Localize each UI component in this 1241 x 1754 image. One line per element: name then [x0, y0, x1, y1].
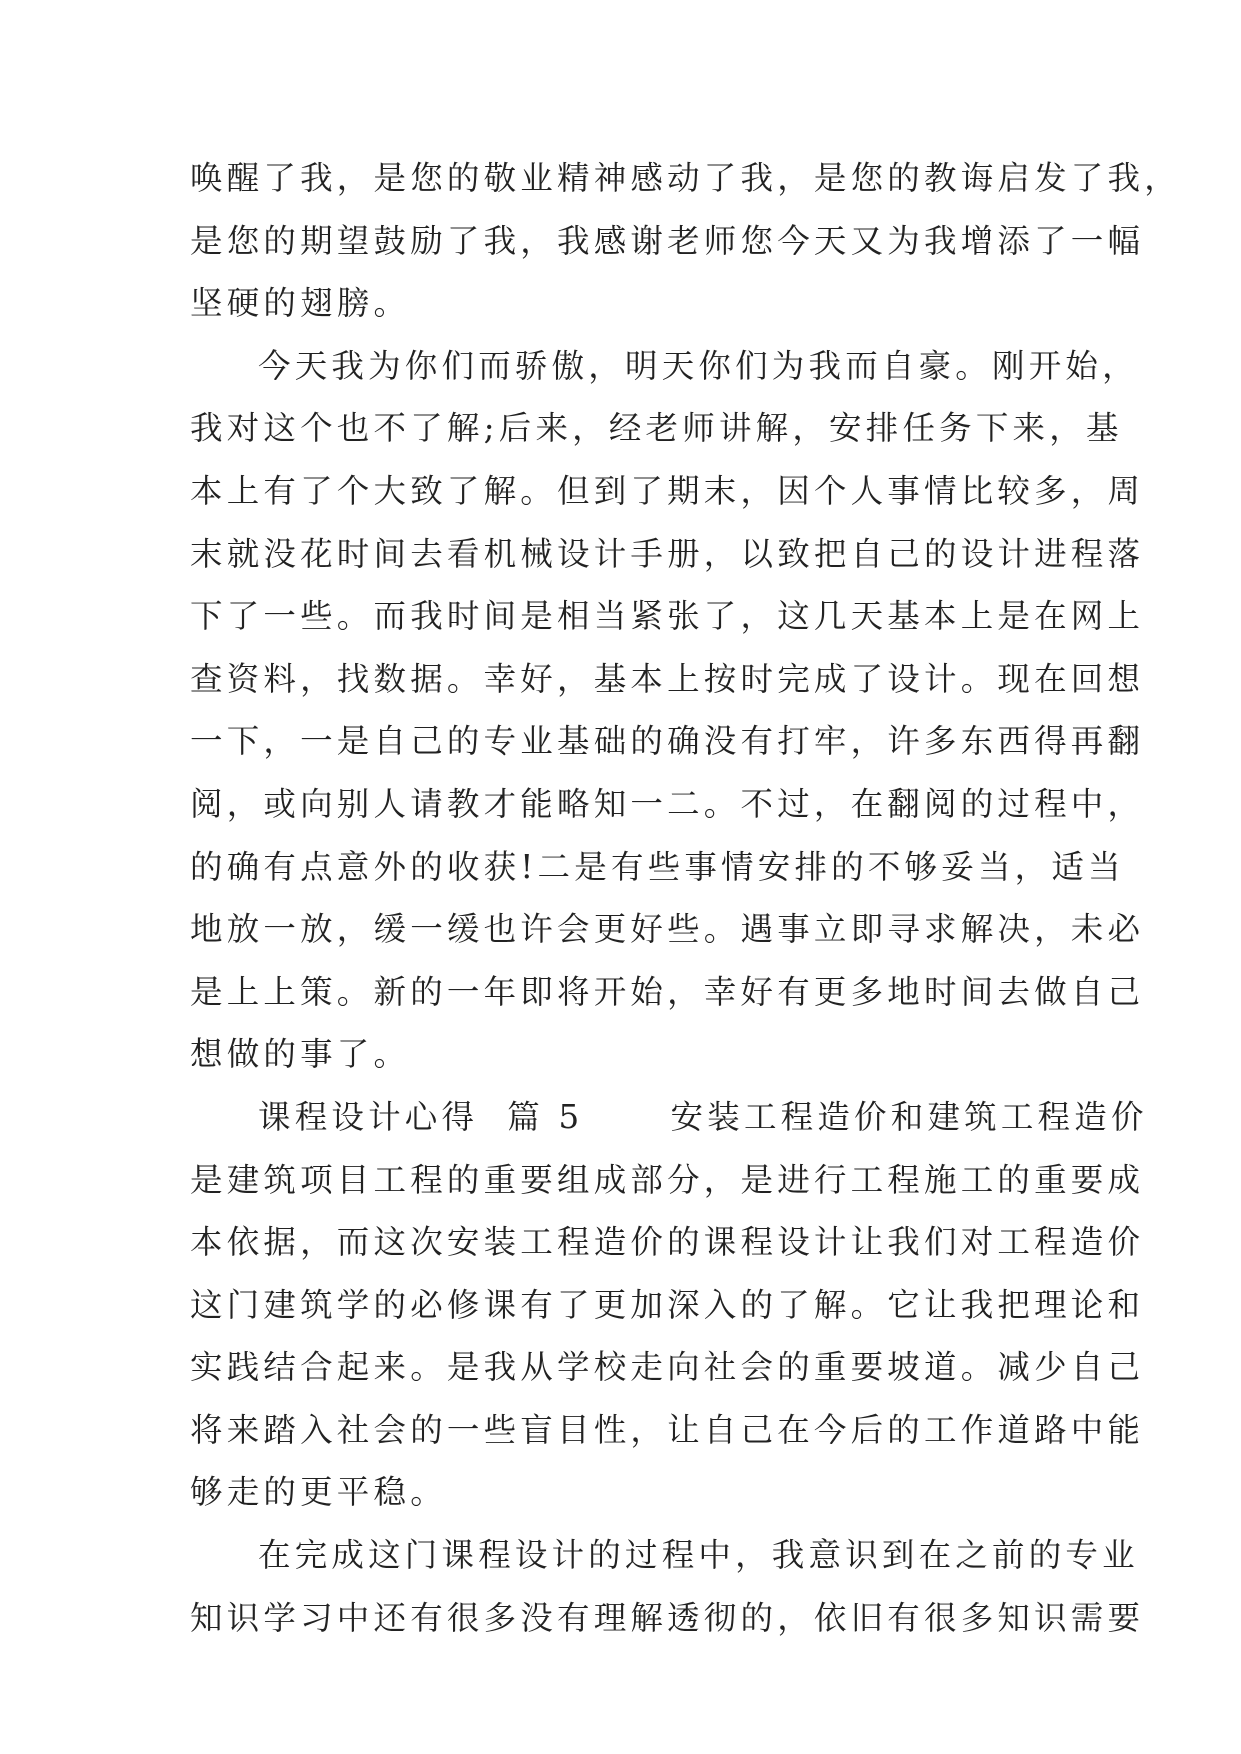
text-line: 本依据，而这次安装工程造价的课程设计让我们对工程造价	[190, 1223, 1145, 1262]
text-line: 将来踏入社会的一些盲目性，让自己在今后的工作道路中能	[190, 1410, 1145, 1449]
text-line: 查资料，找数据。幸好，基本上按时完成了设计。现在回想	[190, 659, 1145, 698]
paragraph-first-line: 今天我为你们而骄傲，明天你们为我而自豪。刚开始，	[258, 346, 1139, 385]
text-line: 这门建筑学的必修课有了更加深入的了解。它让我把理论和	[190, 1285, 1145, 1324]
text-line: 是建筑项目工程的重要组成部分，是进行工程施工的重要成	[190, 1160, 1145, 1199]
text-line: 够走的更平稳。	[190, 1473, 447, 1512]
text-line: 坚硬的翅膀。	[190, 284, 411, 323]
text-line: 实践结合起来。是我从学校走向社会的重要坡道。减少自己	[190, 1348, 1145, 1387]
text-line: 阅，或向别人请教才能略知一二。不过，在翻阅的过程中，	[190, 784, 1145, 823]
text-line: 地放一放，缓一缓也许会更好些。遇事立即寻求解决，未必	[190, 910, 1145, 949]
paragraph-first-line: 在完成这门课程设计的过程中，我意识到在之前的专业	[258, 1536, 1139, 1575]
text-line: 是上上策。新的一年即将开始，幸好有更多地时间去做自己	[190, 972, 1145, 1011]
text-line: 末就没花时间去看机械设计手册，以致把自己的设计进程落	[190, 534, 1145, 573]
body-text	[190, 147, 1181, 1649]
text-line: 一下，一是自己的专业基础的确没有打牢，许多东西得再翻	[190, 722, 1145, 761]
text-line: 是您的期望鼓励了我，我感谢老师您今天又为我增添了一幅	[190, 221, 1145, 260]
text-line: 下了一些。而我时间是相当紧张了，这几天基本上是在网上	[190, 597, 1145, 636]
text-line: 的确有点意外的收获!二是有些事情安排的不够妥当，适当	[190, 847, 1125, 886]
text-line: 本上有了个大致了解。但到了期末，因个人事情比较多，周	[190, 471, 1145, 510]
text-line: 唤醒了我，是您的敬业精神感动了我，是您的教诲启发了我，	[190, 159, 1181, 197]
text-line: 知识学习中还有很多没有理解透彻的，依旧有很多知识需要	[190, 1598, 1145, 1637]
text-line: 想做的事了。	[190, 1035, 411, 1074]
text-line: 我对这个也不了解;后来，经老师讲解，安排任务下来，基	[190, 409, 1123, 448]
section-heading-line: 课程设计心得 篇 5 安装工程造价和建筑工程造价	[258, 1097, 1148, 1136]
